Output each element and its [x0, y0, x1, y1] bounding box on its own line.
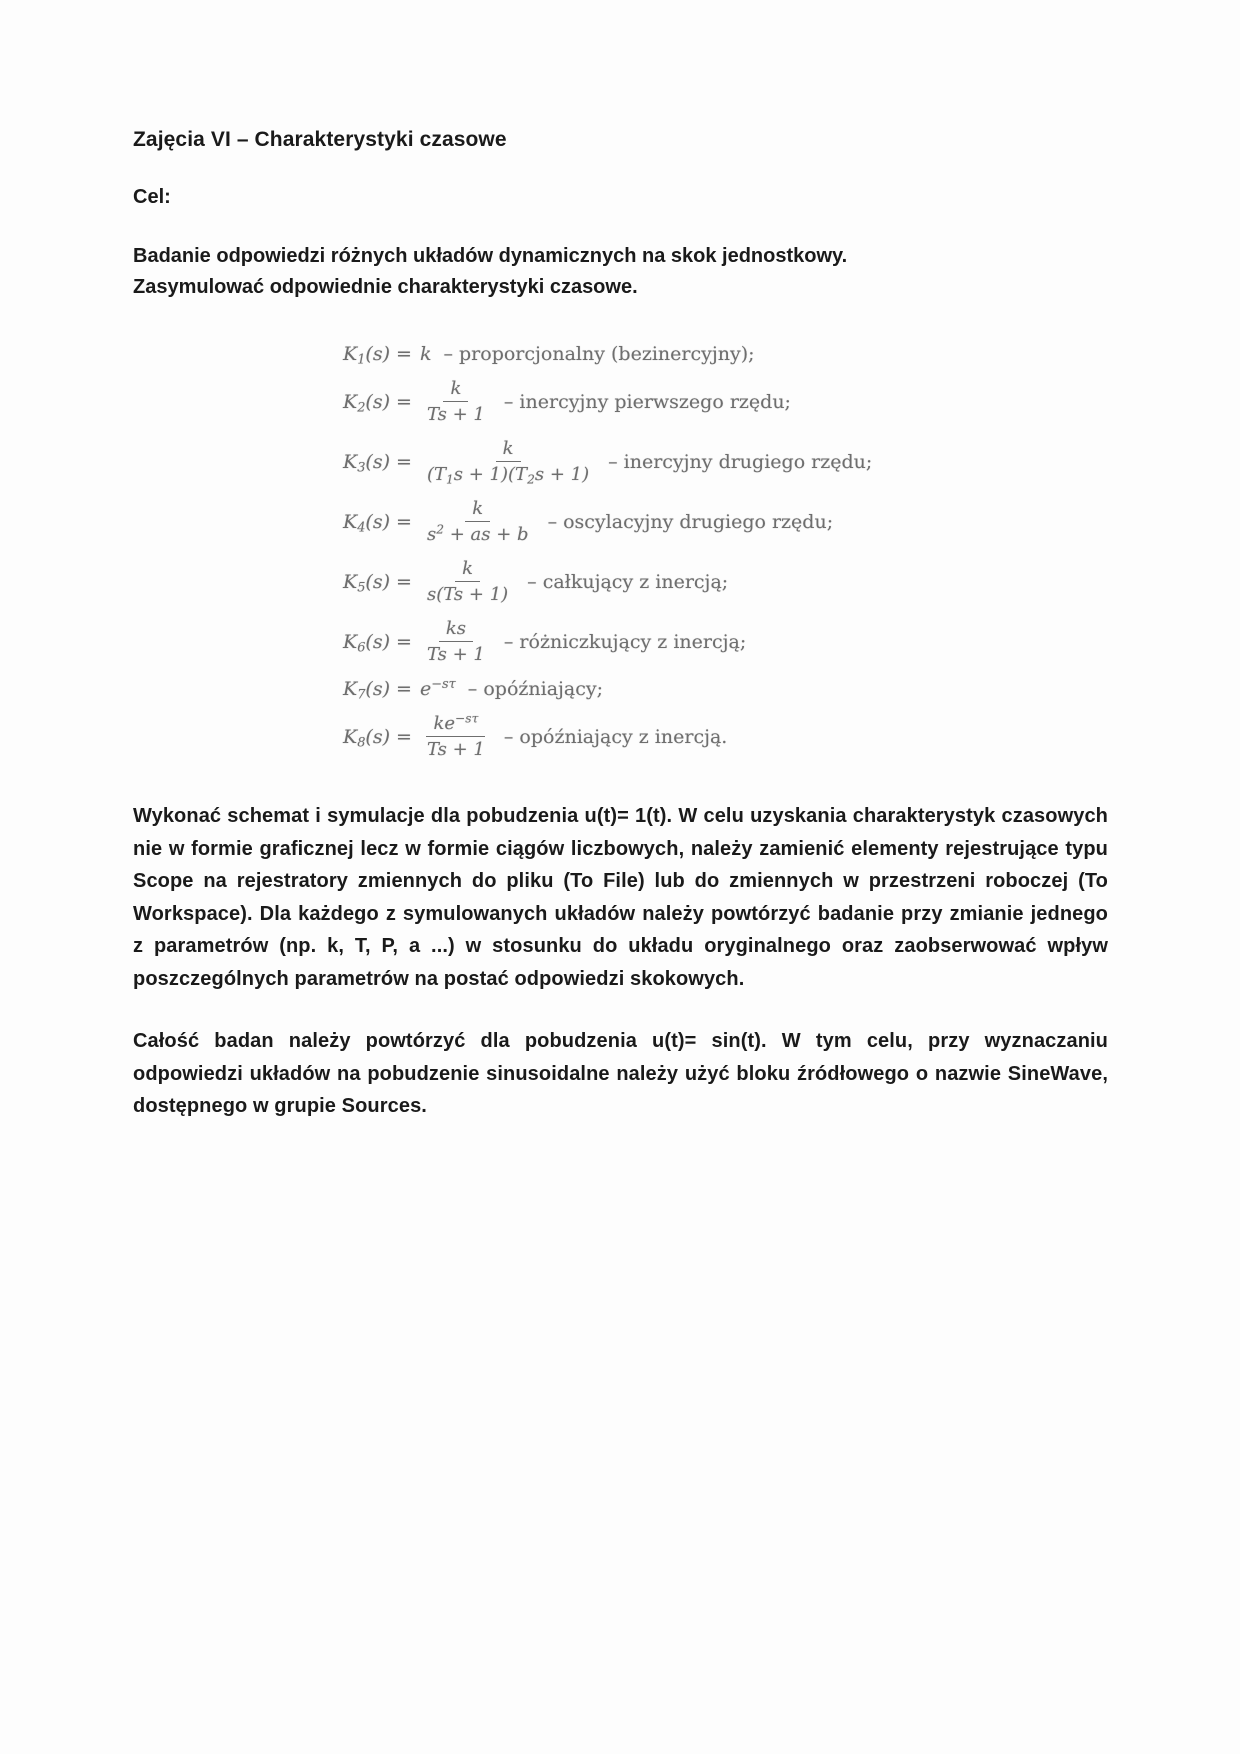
formula-fraction: [420, 498, 536, 545]
formula-row: [343, 378, 1108, 425]
formula-row: [343, 713, 1108, 760]
formula-lhs: $K_8(s)$ =: [343, 725, 412, 751]
formula-description: – oscylacyjny drugiego rzędu;: [547, 510, 834, 533]
formula-lhs: $K_7(s)$ =: [343, 678, 412, 703]
formula-expression: $e^{-s\tau}$: [419, 676, 456, 700]
formula-denominator: Ts + 1: [426, 644, 485, 665]
formula-description: – inercyjny drugiego rzędu;: [608, 450, 873, 473]
formula-fraction: [420, 438, 596, 485]
intro-text: [133, 241, 1108, 303]
formula-description: – opóźniający z inercją.: [503, 725, 728, 748]
formula-lhs: $K_2(s)$ =: [343, 390, 412, 416]
formula-description: – inercyjny pierwszego rzędu;: [503, 390, 791, 413]
paragraph-sine-response: Całość badan należy powtórzyć dla pobudzenia u(t)= sin(t). W tym celu, przy wyznaczaniu odpowiedzi układów na pobudzenie sinusoidalne należy użyć bloku źródłowego o nazwie SineWave, dostępnego w grupie Sources.: [133, 1030, 1108, 1117]
formula-lhs: $K_1(s)$ =: [343, 343, 412, 368]
formula-row: [343, 558, 1108, 605]
formula-row: [343, 438, 1108, 485]
formula-description: – różniczkujący z inercją;: [503, 630, 747, 653]
intro-line-1: Badanie odpowiedzi różnych układów dynamicznych na skok jednostkowy.: [133, 245, 848, 267]
formula-numerator: ks: [439, 618, 473, 642]
formula-denominator: $s^2$ + as + b: [426, 522, 529, 545]
formula-lhs: $K_4(s)$ =: [343, 510, 412, 536]
formula-numerator: k: [465, 498, 490, 522]
formula-row: [343, 618, 1108, 665]
formula-fraction: [420, 713, 492, 760]
page-title: Zajęcia VI – Charakterystyki czasowe: [133, 128, 507, 151]
formula-row: [343, 676, 1108, 703]
formula-numerator: k: [496, 438, 521, 462]
goal-label: Cel:: [133, 186, 171, 208]
formula-denominator: Ts + 1: [426, 404, 485, 425]
formula-numerator: k: [455, 558, 480, 582]
paragraph-step-response: Wykonać schemat i symulacje dla pobudzenia u(t)= 1(t). W celu uzyskania charakterystyk czasowych nie w formie graficznej lecz w formie ciągów liczbowych, należy zamienić elementy rejestrujące typu Scope na rejestratory zmiennych do pliku (To File) lub do zmiennych w przestrzeni roboczej (To Workspace). Dla każdego z symulowanych układów należy powtórzyć badanie przy zmianie jednego z parametrów (np. k, T, P, a ...) w stosunku do układu oryginalnego oraz zaobserwować wpływ poszczególnych parametrów na postać odpowiedzi skokowych.: [133, 805, 1108, 990]
formula-fraction: [420, 558, 515, 605]
formula-fraction: [420, 618, 492, 665]
formula-description: – całkujący z inercją;: [527, 570, 729, 593]
formula-row: [343, 498, 1108, 545]
formula-row: [343, 343, 1108, 368]
formula-numerator: k: [443, 378, 468, 402]
formula-description: – proporcjonalny (bezinercyjny);: [443, 343, 755, 365]
intro-line-2: Zasymulować odpowiednie charakterystyki czasowe.: [133, 276, 638, 298]
formula-fraction: [420, 378, 492, 425]
formula-denominator: Ts + 1: [426, 739, 485, 760]
formula-list: [343, 343, 1108, 760]
formula-numerator: $ke^{-s\tau}$: [426, 713, 485, 737]
formula-description: – opóźniający;: [467, 678, 604, 700]
formula-denominator: $(T_1s + 1)(T_2s + 1)$: [426, 464, 590, 487]
formula-denominator: s(Ts + 1): [426, 584, 509, 605]
formula-lhs: $K_6(s)$ =: [343, 630, 412, 656]
formula-expression: k: [419, 343, 432, 365]
formula-lhs: $K_3(s)$ =: [343, 450, 412, 476]
formula-lhs: $K_5(s)$ =: [343, 570, 412, 596]
